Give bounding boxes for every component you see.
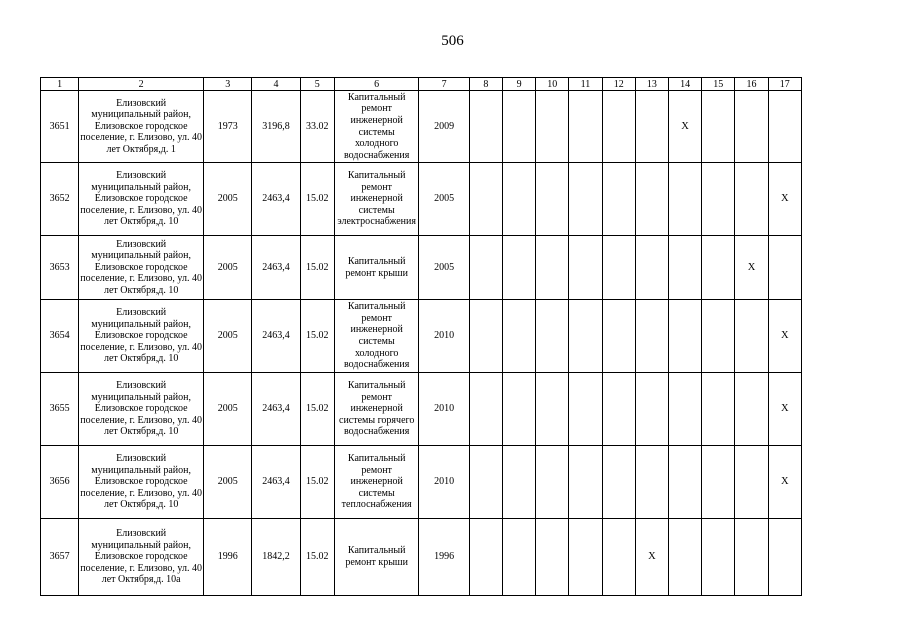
table-row [41, 163, 802, 236]
code-cell: 15.02 [300, 446, 334, 519]
build-year-cell: 2005 [204, 446, 252, 519]
table-row [41, 236, 802, 300]
column-header: 15 [702, 78, 735, 91]
mark-cell: X [768, 300, 801, 373]
empty-cell [536, 300, 569, 373]
code-cell: 15.02 [300, 519, 334, 596]
empty-cell [502, 373, 535, 446]
address-cell: Елизовский муниципальный район, Елизовское городское поселение, г. Елизово, ул. 40 лет Октября,д. 10а [79, 519, 204, 596]
empty-cell [635, 373, 668, 446]
area-cell: 2463,4 [252, 373, 300, 446]
column-header: 10 [536, 78, 569, 91]
area-cell: 2463,4 [252, 300, 300, 373]
empty-cell [702, 91, 735, 163]
work-type-cell: Капитальный ремонт инженерной системы электроснабжения [334, 163, 419, 236]
column-header: 13 [635, 78, 668, 91]
column-header: 8 [469, 78, 502, 91]
empty-cell [669, 300, 702, 373]
table-row [41, 446, 802, 519]
mark-cell: X [768, 446, 801, 519]
address-cell: Елизовский муниципальный район, Елизовское городское поселение, г. Елизово, ул. 40 лет Октября,д. 10 [79, 236, 204, 300]
work-year-cell: 2005 [419, 163, 469, 236]
work-year-cell: 2010 [419, 446, 469, 519]
empty-cell [702, 163, 735, 236]
empty-cell [569, 236, 602, 300]
empty-cell [602, 236, 635, 300]
address-cell: Елизовский муниципальный район, Елизовское городское поселение, г. Елизово, ул. 40 лет Октября,д. 1 [79, 91, 204, 163]
work-year-cell: 2009 [419, 91, 469, 163]
build-year-cell: 2005 [204, 300, 252, 373]
table-row [41, 373, 802, 446]
empty-cell [536, 91, 569, 163]
empty-cell [569, 300, 602, 373]
build-year-cell: 1996 [204, 519, 252, 596]
mark-cell: X [635, 519, 668, 596]
table-row [41, 91, 802, 163]
row-id-cell: 3653 [41, 236, 79, 300]
table-row [41, 300, 802, 373]
build-year-cell: 2005 [204, 163, 252, 236]
build-year-cell: 2005 [204, 373, 252, 446]
mark-cell: X [669, 91, 702, 163]
empty-cell [669, 236, 702, 300]
empty-cell [735, 519, 768, 596]
code-cell: 15.02 [300, 163, 334, 236]
empty-cell [768, 236, 801, 300]
mark-cell: X [735, 236, 768, 300]
work-year-cell: 2010 [419, 300, 469, 373]
work-year-cell: 2005 [419, 236, 469, 300]
mark-cell: X [768, 163, 801, 236]
empty-cell [735, 163, 768, 236]
column-header: 11 [569, 78, 602, 91]
empty-cell [702, 446, 735, 519]
area-cell: 1842,2 [252, 519, 300, 596]
column-header: 2 [79, 78, 204, 91]
build-year-cell: 2005 [204, 236, 252, 300]
address-cell: Елизовский муниципальный район, Елизовское городское поселение, г. Елизово, ул. 40 лет Октября,д. 10 [79, 446, 204, 519]
column-header: 12 [602, 78, 635, 91]
empty-cell [502, 236, 535, 300]
empty-cell [469, 446, 502, 519]
address-cell: Елизовский муниципальный район, Елизовское городское поселение, г. Елизово, ул. 40 лет Октября,д. 10 [79, 300, 204, 373]
empty-cell [569, 163, 602, 236]
empty-cell [602, 446, 635, 519]
table-row [41, 519, 802, 596]
work-type-cell: Капитальный ремонт инженерной системы холодного водоснабжения [334, 300, 419, 373]
empty-cell [569, 446, 602, 519]
empty-cell [768, 91, 801, 163]
area-cell: 2463,4 [252, 163, 300, 236]
header-row [41, 78, 802, 91]
empty-cell [768, 519, 801, 596]
area-cell: 3196,8 [252, 91, 300, 163]
empty-cell [602, 163, 635, 236]
empty-cell [469, 300, 502, 373]
empty-cell [735, 91, 768, 163]
empty-cell [602, 373, 635, 446]
code-cell: 15.02 [300, 236, 334, 300]
column-header: 4 [252, 78, 300, 91]
column-header: 16 [735, 78, 768, 91]
code-cell: 33.02 [300, 91, 334, 163]
empty-cell [536, 163, 569, 236]
empty-cell [702, 373, 735, 446]
empty-cell [602, 300, 635, 373]
area-cell: 2463,4 [252, 236, 300, 300]
mark-cell: X [768, 373, 801, 446]
code-cell: 15.02 [300, 300, 334, 373]
empty-cell [502, 91, 535, 163]
empty-cell [602, 519, 635, 596]
empty-cell [669, 519, 702, 596]
empty-cell [502, 163, 535, 236]
empty-cell [635, 163, 668, 236]
empty-cell [469, 373, 502, 446]
work-type-cell: Капитальный ремонт инженерной системы холодного водоснабжения [334, 91, 419, 163]
empty-cell [669, 446, 702, 519]
column-header: 1 [41, 78, 79, 91]
empty-cell [669, 373, 702, 446]
row-id-cell: 3652 [41, 163, 79, 236]
empty-cell [735, 446, 768, 519]
work-year-cell: 1996 [419, 519, 469, 596]
work-type-cell: Капитальный ремонт крыши [334, 519, 419, 596]
empty-cell [502, 446, 535, 519]
empty-cell [702, 236, 735, 300]
empty-cell [502, 300, 535, 373]
column-header: 5 [300, 78, 334, 91]
empty-cell [469, 91, 502, 163]
empty-cell [635, 91, 668, 163]
empty-cell [536, 236, 569, 300]
empty-cell [469, 163, 502, 236]
empty-cell [669, 163, 702, 236]
column-header: 3 [204, 78, 252, 91]
empty-cell [735, 300, 768, 373]
empty-cell [502, 519, 535, 596]
work-type-cell: Капитальный ремонт крыши [334, 236, 419, 300]
row-id-cell: 3657 [41, 519, 79, 596]
area-cell: 2463,4 [252, 446, 300, 519]
empty-cell [536, 446, 569, 519]
work-year-cell: 2010 [419, 373, 469, 446]
address-cell: Елизовский муниципальный район, Елизовское городское поселение, г. Елизово, ул. 40 лет Октября,д. 10 [79, 163, 204, 236]
empty-cell [569, 519, 602, 596]
empty-cell [635, 446, 668, 519]
row-id-cell: 3654 [41, 300, 79, 373]
empty-cell [735, 373, 768, 446]
column-header: 9 [502, 78, 535, 91]
empty-cell [469, 519, 502, 596]
page-number: 506 [441, 33, 464, 49]
row-id-cell: 3655 [41, 373, 79, 446]
address-cell: Елизовский муниципальный район, Елизовское городское поселение, г. Елизово, ул. 40 лет Октября,д. 10 [79, 373, 204, 446]
work-type-cell: Капитальный ремонт инженерной системы горячего водоснабжения [334, 373, 419, 446]
empty-cell [602, 91, 635, 163]
empty-cell [635, 236, 668, 300]
work-type-cell: Капитальный ремонт инженерной системы теплоснабжения [334, 446, 419, 519]
empty-cell [569, 373, 602, 446]
empty-cell [702, 519, 735, 596]
register-table [40, 77, 802, 596]
row-id-cell: 3656 [41, 446, 79, 519]
empty-cell [569, 91, 602, 163]
column-header: 14 [669, 78, 702, 91]
empty-cell [536, 373, 569, 446]
empty-cell [469, 236, 502, 300]
build-year-cell: 1973 [204, 91, 252, 163]
empty-cell [536, 519, 569, 596]
row-id-cell: 3651 [41, 91, 79, 163]
empty-cell [702, 300, 735, 373]
column-header: 17 [768, 78, 801, 91]
code-cell: 15.02 [300, 373, 334, 446]
column-header: 6 [334, 78, 419, 91]
empty-cell [635, 300, 668, 373]
column-header: 7 [419, 78, 469, 91]
